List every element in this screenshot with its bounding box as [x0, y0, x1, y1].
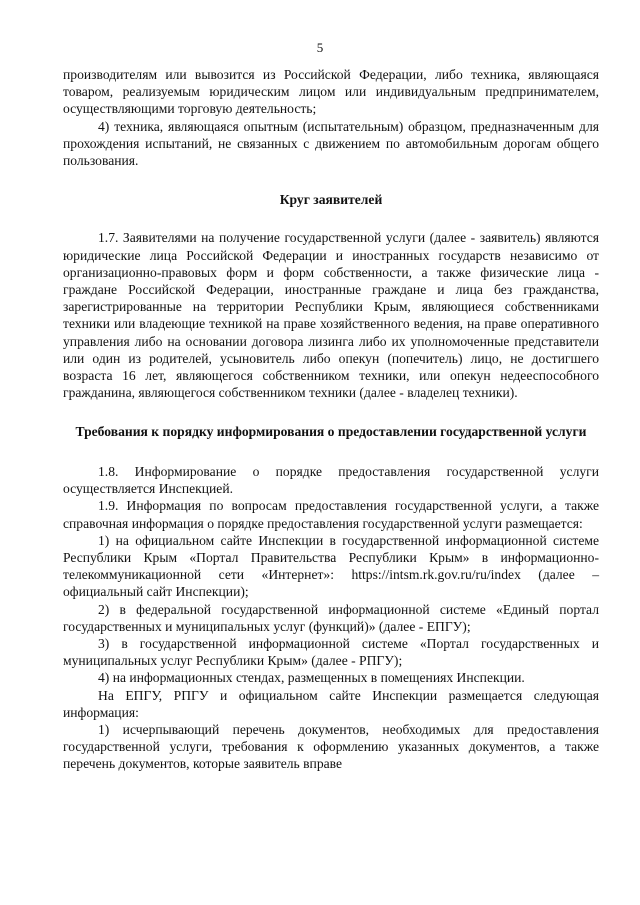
- paragraph-1-8: 1.8. Информирование о порядке предоставления государственной услуги осуществляется Инспекцией.: [63, 463, 599, 497]
- list-item: 4) на информационных стендах, размещенных в помещениях Инспекции.: [98, 670, 525, 686]
- list-item: 1) на официальном сайте Инспекции в государственной информационной системе Республики Крым «Портал Правительства Республики Крым» в информационно-телекоммуникационной сети «Интернет»: https://intsm.rk.gov.ru/ru/index (далее – официальный сайт Инспекции);: [63, 532, 599, 600]
- section-heading-information-requirements: Требования к порядку информирования о предоставлении государственной услуги: [75, 424, 587, 440]
- paragraph-1-7: 1.7. Заявителями на получение государственной услуги (далее - заявитель) являются юридические лица Российской Федерации и иностранных государств независимо от организационно-правовых форм и форм собственности, а также физические лица - граждане Российской Федерации, иностранные граждане и лица без гражданства, зарегистрированные на территории Республики Крым, являющиеся собственниками техники или владеющие техникой на праве хозяйственного ведения, на праве оперативного управления либо на основании договора лизинга либо их уполномоченные представители или один из родителей, усыновитель либо опекун (попечитель) лицо, не достигшего возраста 16 лет, являющегося собственником техники, или опекун недееспособного гражданина, являющегося собственником техники (далее - владелец техники).: [63, 230, 599, 401]
- page-number: 5: [316, 40, 324, 55]
- paragraph-1-9: 1.9. Информация по вопросам предоставления государственной услуги, а также справочная информация о порядке предоставления государственной услуги размещается:: [63, 498, 599, 531]
- paragraph: производителям или вывозится из Российской Федерации, либо техника, являющаяся товаром, реализуемым юридическим лицом или индивидуальным предпринимателем, осуществляющими торговую деятельность;: [63, 67, 599, 117]
- paragraph: На ЕПГУ, РПГУ и официальном сайте Инспекции размещается следующая информация:: [63, 687, 599, 720]
- list-item: 2) в федеральной государственной информационной системе «Единый портал государственных и муниципальных услуг (функций)» (далее - ЕПГУ);: [63, 601, 599, 634]
- list-item: 1) исчерпывающий перечень документов, необходимых для предоставления государственной услуги, требования к оформлению указанных документов, а также перечень документов, которые заявитель вправе: [63, 722, 599, 772]
- section-heading-applicants: Круг заявителей: [279, 192, 383, 208]
- paragraph: 4) техника, являющаяся опытным (испытательным) образцом, предназначенным для прохождения испытаний, не связанных с движением по автомобильным дорогам общего пользования.: [63, 118, 599, 169]
- document-body: [63, 66, 599, 773]
- list-item: 3) в государственной информационной системе «Портал государственных и муниципальных услуг Республики Крым» (далее - РПГУ);: [63, 635, 599, 669]
